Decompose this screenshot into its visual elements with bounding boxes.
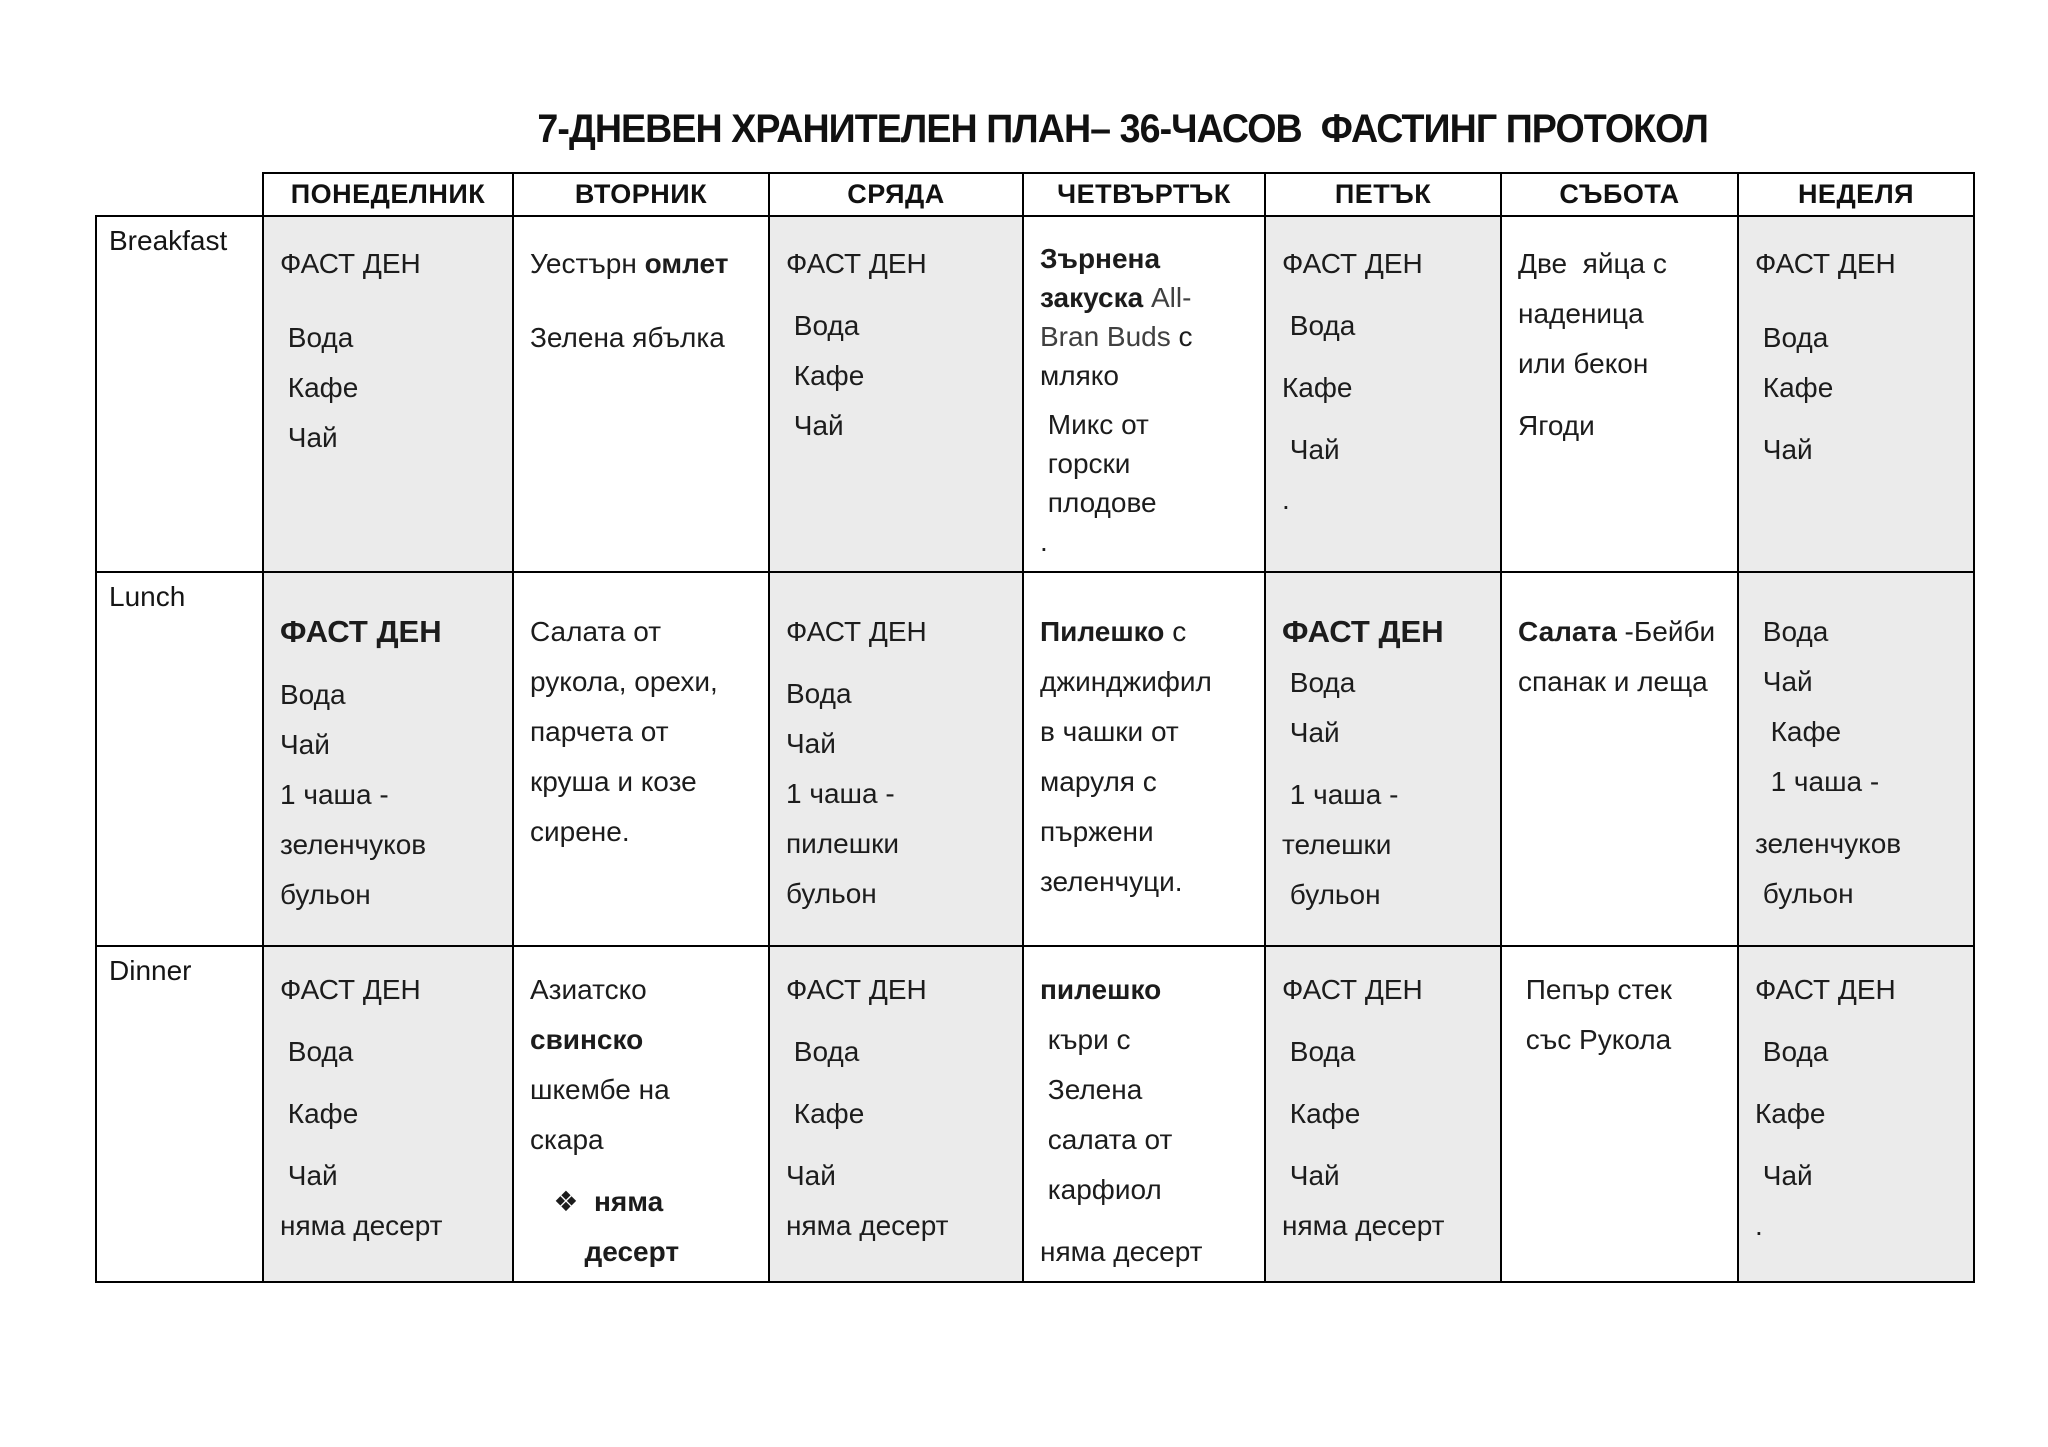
cell-dinner-saturday xyxy=(1501,946,1738,1282)
cell-line: 1 чаша - xyxy=(280,779,389,810)
cell-line: в чашки от xyxy=(1040,716,1179,747)
cell-line: ФАСТ ДЕН xyxy=(786,616,927,647)
cell-line xyxy=(786,1077,1016,1089)
cell-line: . xyxy=(1282,484,1290,515)
cell-line: ФАСТ ДЕН xyxy=(280,248,421,279)
cell-line: салата от xyxy=(1040,1124,1173,1155)
cell-line: Вода xyxy=(786,1036,860,1067)
text-segment: -Бейби xyxy=(1616,616,1716,647)
cell-line: Кафе xyxy=(1755,372,1834,403)
cell-line: Кафе xyxy=(280,1098,359,1129)
cell-line xyxy=(1282,1015,1494,1027)
cell-line: Ягоди xyxy=(1518,410,1595,441)
cell-line xyxy=(530,239,762,289)
text-segment: закуска xyxy=(1040,282,1151,313)
cell-line xyxy=(280,607,506,658)
cell-line: бульон xyxy=(1282,879,1381,910)
cell-line: пържени xyxy=(1040,816,1154,847)
cell-line: Чай xyxy=(280,729,330,760)
cell-lunch-wednesday xyxy=(769,572,1023,946)
cell-line xyxy=(1518,607,1731,657)
cell-line xyxy=(530,1015,762,1065)
cell-line: бульон xyxy=(1755,878,1854,909)
cell-lunch-friday xyxy=(1265,572,1501,946)
cell-line xyxy=(1282,1139,1494,1151)
meal-rows xyxy=(96,216,1974,1282)
cell-line: със Рукола xyxy=(1518,1024,1672,1055)
text-segment: пилешко xyxy=(1040,974,1162,1005)
row-label-lunch: Lunch xyxy=(96,572,263,946)
header-spacer xyxy=(96,173,263,216)
cell-line: Вода xyxy=(1282,667,1356,698)
cell-line: Вода xyxy=(1282,310,1356,341)
cell-line: Вода xyxy=(1755,1036,1829,1067)
cell-line xyxy=(1040,607,1258,657)
day-header-row xyxy=(96,173,1974,216)
cell-line: . xyxy=(1040,526,1048,557)
meal-plan-table xyxy=(95,172,1975,1283)
header-sunday: НЕДЕЛЯ xyxy=(1738,173,1974,216)
cell-line: Чай xyxy=(786,728,836,759)
cell-line: Кафе xyxy=(280,372,359,403)
cell-breakfast-thursday xyxy=(1023,216,1265,572)
cell-dinner-tuesday xyxy=(513,946,769,1282)
cell-line: ФАСТ ДЕН xyxy=(786,248,927,279)
cell-line: бульон xyxy=(280,879,371,910)
row-label-dinner: Dinner xyxy=(96,946,263,1282)
cell-line: няма десерт xyxy=(280,1210,443,1241)
text-segment: Салата xyxy=(1518,616,1617,647)
cell-line: Вода xyxy=(280,679,346,710)
cell-line: спанак и леща xyxy=(1518,666,1708,697)
cell-line xyxy=(786,1015,1016,1027)
cell-line xyxy=(280,658,506,670)
cell-line: Вода xyxy=(1282,1036,1356,1067)
cell-line: Зелена xyxy=(1040,1074,1143,1105)
cell-line: рукола, орехи, xyxy=(530,666,718,697)
cell-line xyxy=(1040,1215,1258,1227)
cell-breakfast-friday xyxy=(1265,216,1501,572)
cell-line: ФАСТ ДЕН xyxy=(786,974,927,1005)
meal-row-breakfast xyxy=(96,216,1974,572)
cell-dinner-thursday xyxy=(1023,946,1265,1282)
cell-line: Вода xyxy=(280,1036,354,1067)
cell-line: Чай xyxy=(280,422,338,453)
cell-line: Кафе xyxy=(1282,372,1353,403)
cell-line: Чай xyxy=(1755,666,1813,697)
cell-breakfast-sunday xyxy=(1738,216,1974,572)
cell-line: Пепър стек xyxy=(1518,974,1672,1005)
cell-line: Салата от xyxy=(530,616,662,647)
cell-line xyxy=(786,289,1016,301)
cell-line: Вода xyxy=(786,678,852,709)
cell-line xyxy=(1755,1077,1967,1089)
cell-line xyxy=(530,1165,762,1177)
cell-line xyxy=(1755,289,1967,301)
cell-line: няма десерт xyxy=(1040,1236,1203,1267)
cell-line xyxy=(1040,317,1258,356)
cell-line: горски xyxy=(1040,448,1131,479)
cell-breakfast-saturday xyxy=(1501,216,1738,572)
cell-line: джинджифил xyxy=(1040,666,1212,697)
header-thursday: ЧЕТВЪРТЪК xyxy=(1023,173,1265,216)
row-label-breakfast: Breakfast xyxy=(96,216,263,572)
cell-line xyxy=(786,1139,1016,1151)
cell-line xyxy=(280,1015,506,1027)
cell-line xyxy=(1040,239,1258,278)
cell-line: Чай xyxy=(1755,434,1813,465)
cell-line: скара xyxy=(530,1124,604,1155)
cell-breakfast-tuesday xyxy=(513,216,769,572)
page-title: 7-ДНЕВЕН ХРАНИТЕЛЕН ПЛАН– 36-ЧАСОВ ФАСТИНГ ПРОТОКОЛ xyxy=(537,106,1708,151)
cell-line: телешки xyxy=(1282,829,1392,860)
text-segment: с xyxy=(1164,616,1187,647)
cell-line: Чай xyxy=(1282,434,1340,465)
cell-line: пилешки xyxy=(786,828,900,859)
cell-line: Кафе xyxy=(1755,716,1842,747)
text-segment: Пилешко xyxy=(1040,616,1165,647)
cell-line xyxy=(1282,607,1494,658)
cell-line: 1 чаша - xyxy=(1282,779,1399,810)
cell-line xyxy=(280,289,506,301)
cell-line: къри с xyxy=(1040,1024,1131,1055)
cell-line xyxy=(530,289,762,301)
cell-line: ФАСТ ДЕН xyxy=(280,974,421,1005)
meal-row-dinner xyxy=(96,946,1974,1282)
cell-line: Азиатско xyxy=(530,974,647,1005)
cell-line: ФАСТ ДЕН xyxy=(1755,974,1896,1005)
cell-line xyxy=(1282,351,1494,363)
cell-breakfast-monday xyxy=(263,216,513,572)
cell-line: Чай xyxy=(1282,717,1340,748)
cell-line: Вода xyxy=(1755,616,1829,647)
cell-line xyxy=(280,1077,506,1089)
cell-line: ФАСТ ДЕН xyxy=(1282,974,1423,1005)
header-wednesday: СРЯДА xyxy=(769,173,1023,216)
cell-dinner-friday xyxy=(1265,946,1501,1282)
meal-row-lunch xyxy=(96,572,1974,946)
cell-line: Чай xyxy=(1282,1160,1340,1191)
cell-line: мляко xyxy=(1040,360,1119,391)
cell-line: Микс от xyxy=(1040,409,1149,440)
text-segment: омлет xyxy=(644,248,729,279)
cell-line: ФАСТ ДЕН xyxy=(1755,248,1896,279)
text-segment: свинско xyxy=(530,1024,644,1055)
cell-line xyxy=(1282,413,1494,425)
cell-lunch-saturday xyxy=(1501,572,1738,946)
cell-line: . xyxy=(1755,1210,1763,1241)
cell-line xyxy=(1518,389,1731,401)
cell-line: Кафе xyxy=(786,1098,865,1129)
cell-line xyxy=(1755,807,1967,819)
cell-line: зеленчуци. xyxy=(1040,866,1183,897)
cell-line: Кафе xyxy=(1282,1098,1361,1129)
text-segment: Зърнена xyxy=(1040,243,1161,274)
cell-line: Чай xyxy=(786,410,844,441)
cell-line: бульон xyxy=(786,878,877,909)
header-monday: ПОНЕДЕЛНИК xyxy=(263,173,513,216)
cell-line: Вода xyxy=(786,310,860,341)
cell-line: карфиол xyxy=(1040,1174,1162,1205)
cell-line: Кафе xyxy=(1755,1098,1826,1129)
cell-line: Зелена ябълка xyxy=(530,322,725,353)
cell-line xyxy=(530,301,762,313)
cell-line: Вода xyxy=(280,322,354,353)
header-tuesday: ВТОРНИК xyxy=(513,173,769,216)
cell-line: шкембе на xyxy=(530,1074,670,1105)
cell-line xyxy=(1755,413,1967,425)
cell-line: круша и козе xyxy=(530,766,697,797)
cell-dinner-wednesday xyxy=(769,946,1023,1282)
text-segment: Уестърн xyxy=(530,248,645,279)
text-segment: ФАСТ ДЕН xyxy=(1282,614,1444,649)
text-segment: десерт xyxy=(530,1236,680,1267)
cell-dinner-monday xyxy=(263,946,513,1282)
cell-breakfast-wednesday xyxy=(769,216,1023,572)
cell-lunch-tuesday xyxy=(513,572,769,946)
cell-line xyxy=(1282,758,1494,770)
header-friday: ПЕТЪК xyxy=(1265,173,1501,216)
cell-line: няма десерт xyxy=(786,1210,949,1241)
cell-line xyxy=(786,657,1016,669)
cell-line: 1 чаша - xyxy=(786,778,895,809)
header-saturday: СЪБОТА xyxy=(1501,173,1738,216)
cell-lunch-monday xyxy=(263,572,513,946)
cell-line: Чай xyxy=(1755,1160,1813,1191)
cell-line: плодове xyxy=(1040,487,1157,518)
text-segment: All- xyxy=(1150,282,1192,313)
cell-lunch-thursday xyxy=(1023,572,1265,946)
cell-line: ФАСТ ДЕН xyxy=(1282,248,1423,279)
cell-line xyxy=(530,1227,762,1277)
cell-line: зеленчуков xyxy=(280,829,427,860)
text-segment: ФАСТ ДЕН xyxy=(280,614,442,649)
cell-line xyxy=(1040,395,1258,405)
cell-line xyxy=(1040,965,1258,1015)
cell-line xyxy=(1282,1077,1494,1089)
cell-line xyxy=(1755,301,1967,313)
cell-line: Чай xyxy=(280,1160,338,1191)
cell-line: маруля с xyxy=(1040,766,1157,797)
cell-line: зеленчуков xyxy=(1755,828,1902,859)
text-segment: с xyxy=(1178,321,1193,352)
cell-line xyxy=(1755,1139,1967,1151)
cell-line xyxy=(280,1139,506,1151)
cell-line: парчета от xyxy=(530,716,669,747)
cell-lunch-sunday xyxy=(1738,572,1974,946)
text-segment: Bran Buds xyxy=(1040,321,1179,352)
cell-line: 1 чаша - xyxy=(1755,766,1880,797)
cell-line: наденица xyxy=(1518,298,1644,329)
cell-line: Две яйца с xyxy=(1518,248,1667,279)
cell-line xyxy=(1755,1015,1967,1027)
text-segment: ❖ няма xyxy=(530,1186,664,1217)
cell-line: Чай xyxy=(786,1160,836,1191)
cell-line: Кафе xyxy=(786,360,865,391)
cell-line: няма десерт xyxy=(1282,1210,1445,1241)
cell-line xyxy=(1040,278,1258,317)
cell-line: или бекон xyxy=(1518,348,1649,379)
cell-line xyxy=(530,1177,762,1227)
cell-line: Вода xyxy=(1755,322,1829,353)
cell-line xyxy=(1282,289,1494,301)
cell-line xyxy=(280,301,506,313)
cell-dinner-sunday xyxy=(1738,946,1974,1282)
cell-line: сирене. xyxy=(530,816,630,847)
